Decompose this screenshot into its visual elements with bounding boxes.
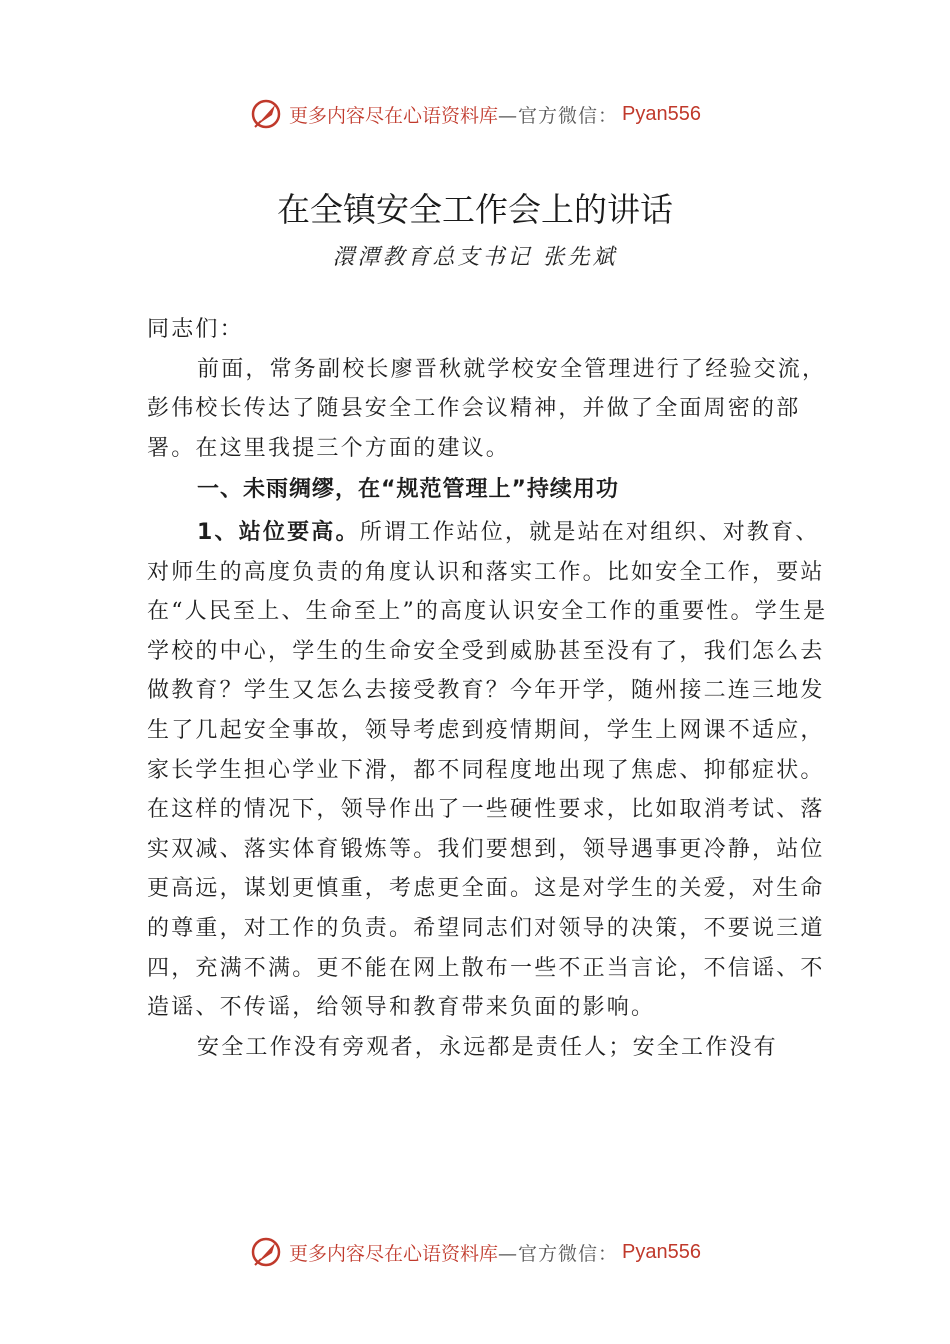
intro-paragraph: 前面，常务副校长廖晋秋就学校安全管理进行了经验交流，彭伟校长传达了随县安全工作会议精神，并做了全面周密的部署。在这里我提三个方面的建议。 <box>147 356 827 461</box>
point-1-text: 所谓工作站位，就是站在对组织、对教育、对师生的高度负责的角度认识和落实工作。比如安全工作，要站在“人民至上、生命至上”的高度认识安全工作的重要性。学生是学校的中心，学生的生命安全受到威胁甚至没有了，我们怎么去做教育？学生又怎么去接受教育？今年开学，随州接二连三地发生了几起安全事故，领导考虑到疫情期间，学生上网课不适应，家长学生担心学业下滑，都不同程度地出现了焦虑、抑郁症状。在这样的情况下，领导作出了一些硬性要求，比如取消考试、落实双减、落实体育锻炼等。我们要想到，领导遇事更冷静，站位更高远，谋划更慎重，考虑更全面。这是对学生的关爱，对生命的尊重，对工作的负责。希望同志们对领导的决策，不要说三道四，充满不满。更不能在网上散布一些不正当言论，不信谣、不造谣、不传谣，给领导和教育带来负面的影响。 <box>147 519 828 1021</box>
header-banner <box>0 94 950 134</box>
point-1-paragraph <box>147 513 837 1028</box>
document-subtitle: 澴潭教育总支书记 张先斌 <box>332 245 618 270</box>
footer-banner <box>0 1232 950 1272</box>
banner-text: 更多内容尽在心语资料库 <box>289 1242 499 1265</box>
banner-text: 更多内容尽在心语资料库 <box>289 104 499 127</box>
salutation: 同志们： <box>147 317 244 342</box>
quill-pen-icon <box>249 1235 283 1269</box>
closing-paragraph: 安全工作没有旁观者，永远都是责任人；安全工作没有 <box>197 1034 778 1060</box>
banner-separator: —官方微信： <box>498 104 619 127</box>
section-heading: 一、未雨绸缪，在“规范管理上”持续用功 <box>197 477 619 503</box>
point-1-lead: 1、站位要高。 <box>197 519 360 545</box>
document-title: 在全镇安全工作会上的讲话 <box>277 190 673 229</box>
quill-pen-icon <box>249 97 283 131</box>
document-body <box>147 310 837 1067</box>
banner-wechat-id: Pyan556 <box>622 1240 701 1263</box>
banner-separator: —官方微信： <box>498 1242 619 1265</box>
banner-wechat-id: Pyan556 <box>622 102 701 125</box>
